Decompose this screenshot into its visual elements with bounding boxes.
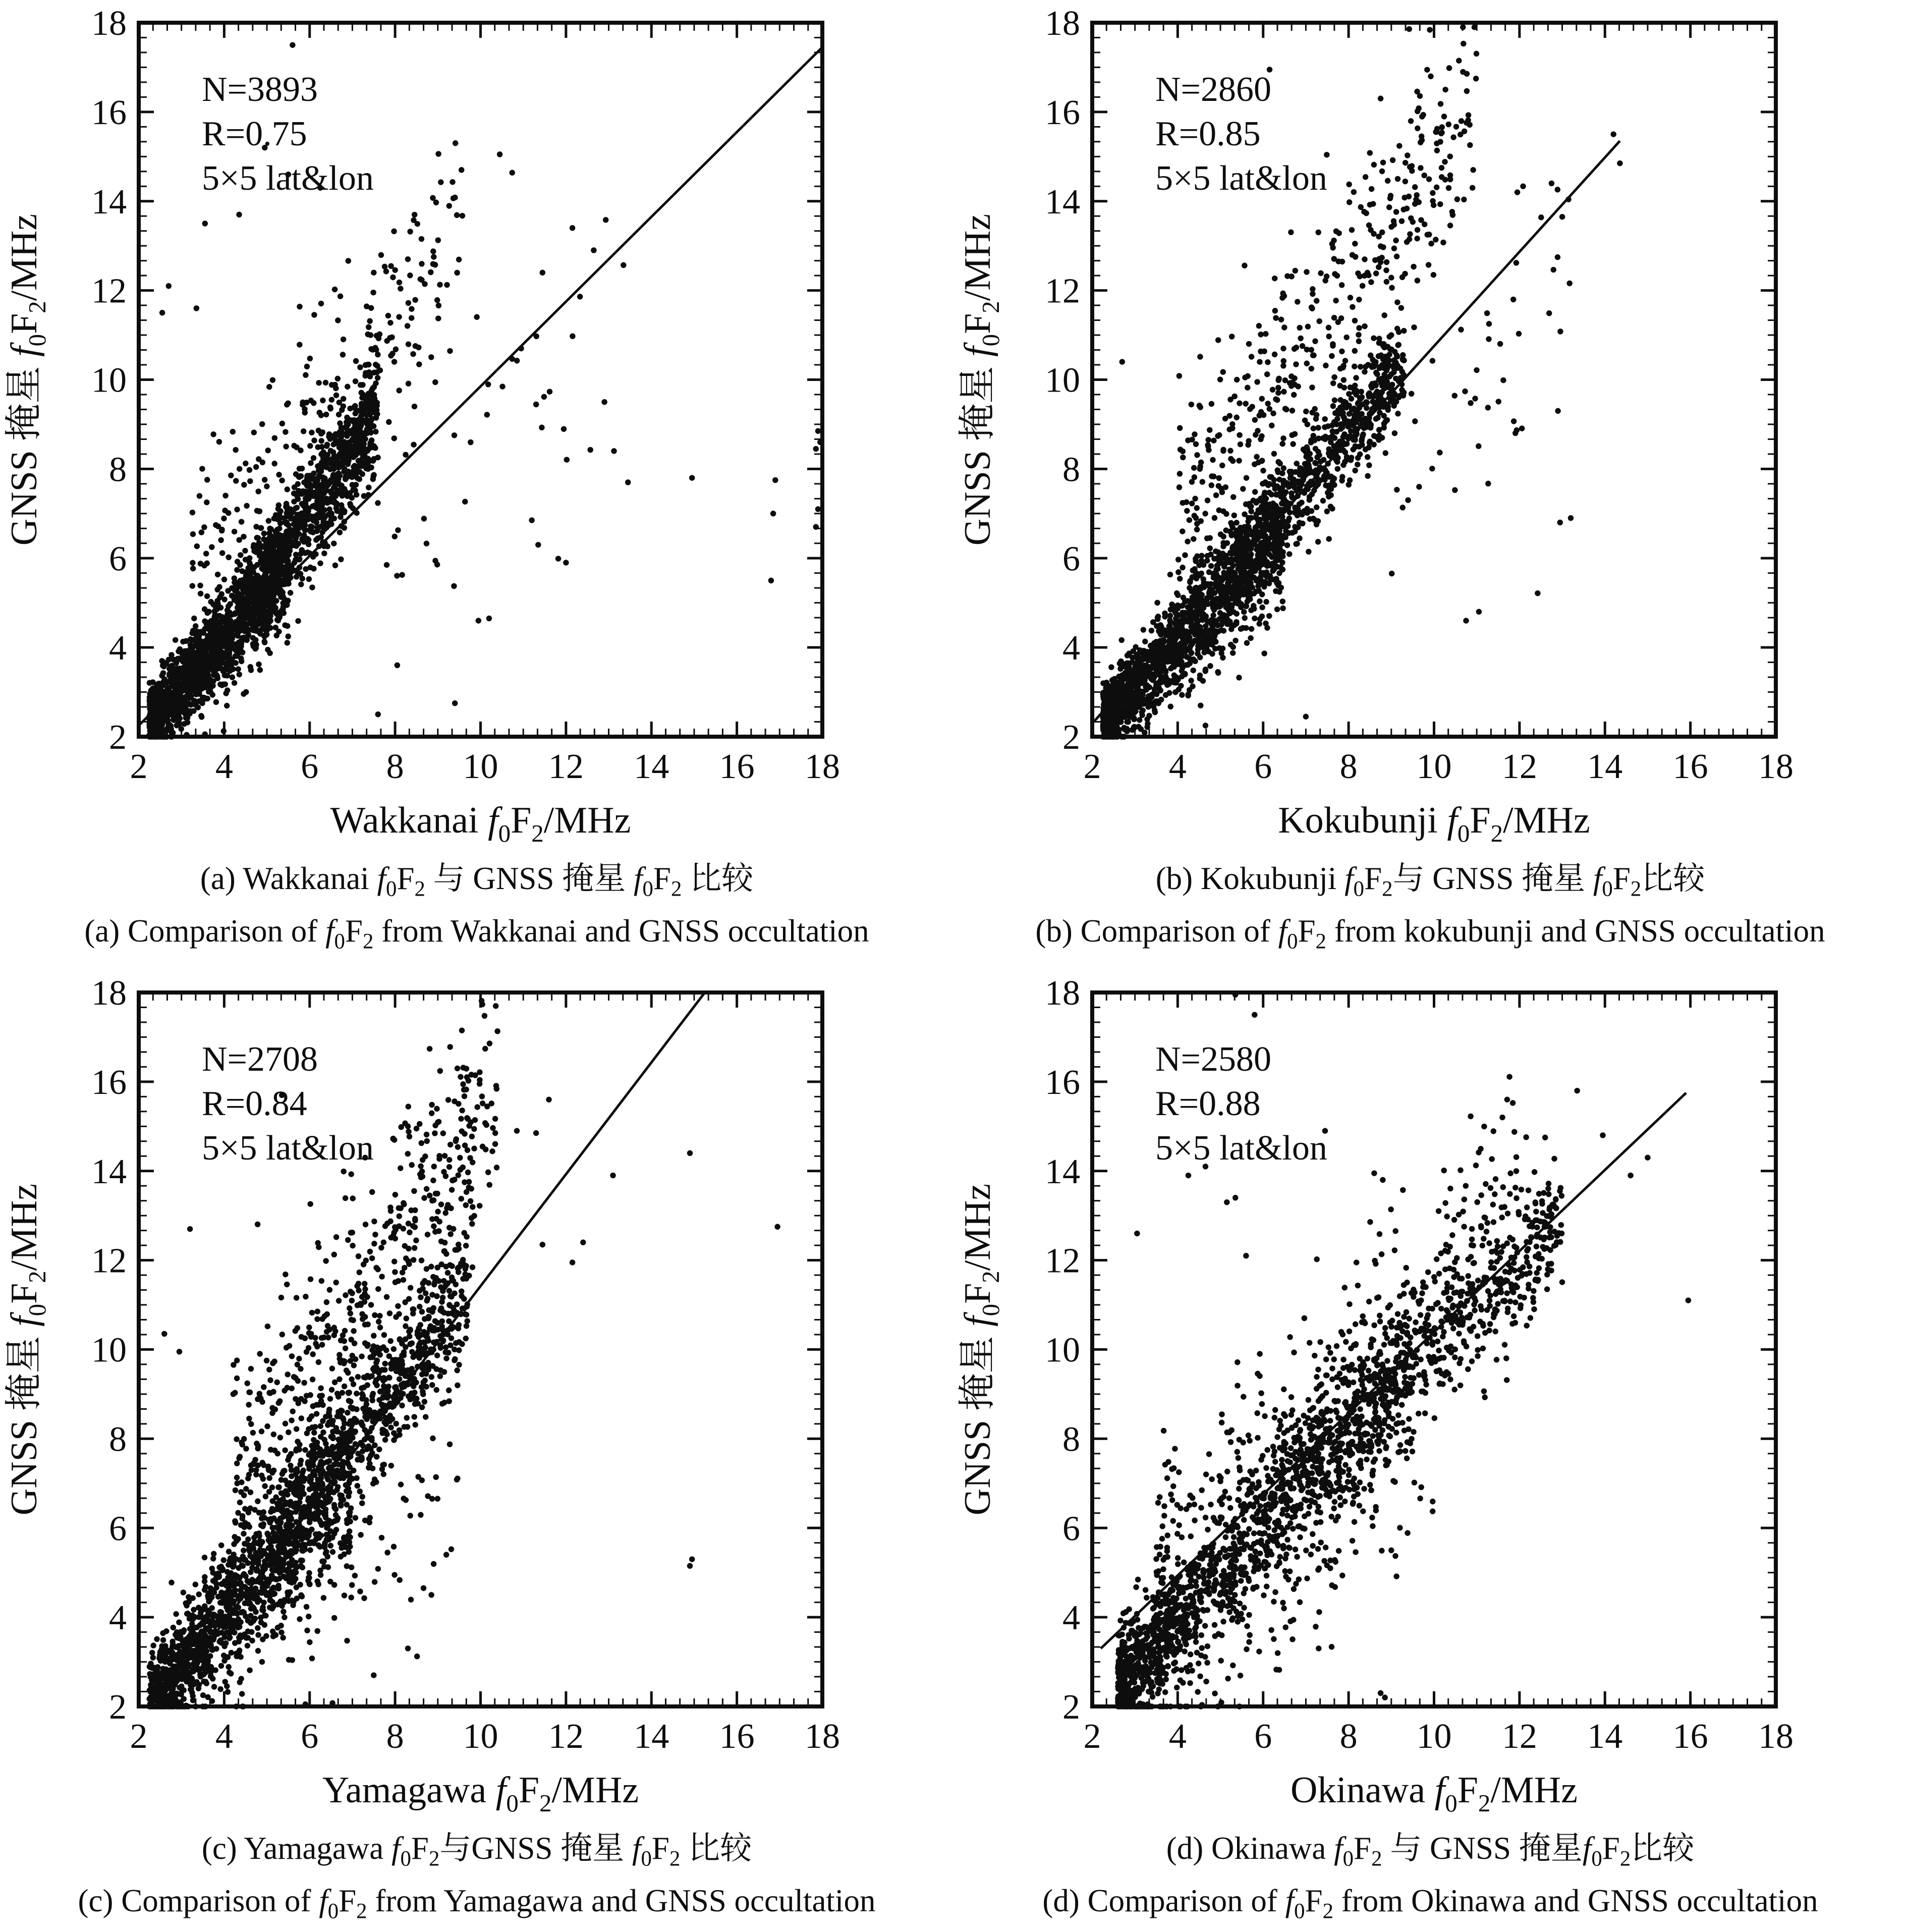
y-tick-label: 4 (1062, 1598, 1080, 1638)
caption-d-chinese: (d) Okinawa $f_0F_2$ 与 GNSS 掩星$f_0F_2$比较 (1166, 1831, 1695, 1871)
fit-line (1094, 141, 1620, 721)
caption-d (953, 1828, 1907, 1932)
y-tick-label: 6 (1062, 539, 1080, 579)
scatter-chart-yamagawa (0, 970, 953, 1828)
x-tick-label: 6 (1254, 747, 1272, 786)
y-tick-label: 16 (91, 1063, 127, 1102)
y-tick-label: 2 (109, 718, 127, 757)
stats-line: 5×5 lat&lon (1155, 1129, 1327, 1168)
y-tick-label: 2 (1062, 718, 1080, 757)
x-tick-label: 10 (1416, 747, 1452, 786)
caption-a-chinese: (a) Wakkanai $f_0F_2$ 与 GNSS 掩星 $f_0F_2$ 比较 (200, 861, 754, 901)
panel-c-yamagawa (0, 955, 953, 1923)
x-axis-label: Kokubunji $f_0F_2$/MHz (1278, 800, 1590, 847)
stats-line: R=0.75 (202, 115, 307, 153)
stats-line: 5×5 lat&lon (202, 159, 374, 198)
x-tick-label: 2 (1083, 1717, 1101, 1756)
y-tick-label: 8 (1062, 450, 1080, 489)
y-tick-label: 12 (91, 1241, 127, 1281)
caption-b-chinese: (b) Kokubunji $f_0F_2$与 GNSS 掩星 $f_0F_2$比较 (1155, 861, 1705, 901)
y-tick-label: 14 (1045, 1152, 1080, 1191)
x-tick-label: 6 (301, 747, 319, 786)
stats-line: R=0.85 (1155, 115, 1261, 153)
panel-d-okinawa (953, 955, 1907, 1923)
x-tick-label: 4 (215, 747, 233, 786)
y-tick-label: 8 (109, 1420, 127, 1459)
x-tick-label: 14 (1587, 747, 1623, 786)
x-tick-label: 14 (1587, 1717, 1623, 1756)
scatter-points (247, 336, 378, 664)
x-axis-label: Yamagawa $f_0F_2$/MHz (322, 1770, 639, 1817)
stats-annotation (202, 1040, 374, 1168)
caption-b-english: (b) Comparison of $f_0F_2$ from kokubunji and GNSS occultation (1035, 913, 1825, 954)
stats-line: R=0.88 (1155, 1084, 1261, 1123)
scatter-points (1179, 27, 1477, 605)
x-tick-label: 18 (1758, 747, 1793, 786)
x-tick-label: 8 (1339, 1717, 1358, 1756)
caption-c (0, 1828, 953, 1932)
y-tick-label: 8 (1062, 1420, 1080, 1459)
y-tick-label: 18 (1045, 974, 1080, 1013)
caption-c-english: (c) Comparison of $f_0F_2$ from Yamagawa and GNSS occultation (78, 1883, 876, 1923)
y-tick-label: 4 (109, 1598, 127, 1638)
caption-b (953, 858, 1907, 962)
y-tick-label: 6 (109, 539, 127, 579)
x-tick-label: 18 (805, 1717, 840, 1756)
x-tick-label: 4 (1168, 1717, 1187, 1756)
y-tick-label: 14 (91, 1152, 127, 1191)
x-tick-label: 14 (634, 747, 669, 786)
y-tick-label: 10 (91, 361, 127, 400)
scatter-chart-wakkanai (0, 0, 953, 858)
stats-line: N=3893 (202, 70, 318, 109)
scatter-chart-okinawa (953, 970, 1907, 1828)
y-tick-label: 12 (1045, 271, 1080, 311)
x-tick-label: 2 (130, 1717, 148, 1756)
x-tick-label: 4 (215, 1717, 233, 1756)
y-tick-label: 6 (1062, 1509, 1080, 1549)
stats-line: N=2580 (1155, 1040, 1272, 1079)
y-axis-label: GNSS 掩星 $f_0F_2$/MHz (957, 1183, 1004, 1516)
x-tick-label: 12 (1501, 1717, 1537, 1756)
y-tick-label: 16 (1045, 93, 1080, 132)
stats-line: 5×5 lat&lon (1155, 159, 1327, 198)
caption-a (0, 858, 953, 962)
caption-d-english: (d) Comparison of $f_0F_2$ from Okinawa and GNSS occultation (1042, 1883, 1818, 1923)
x-tick-label: 16 (1672, 747, 1708, 786)
stats-line: N=2860 (1155, 70, 1272, 109)
y-tick-label: 14 (1045, 182, 1080, 222)
y-axis-label: GNSS 掩星 $f_0F_2$/MHz (4, 213, 51, 546)
y-tick-label: 12 (1045, 1241, 1080, 1281)
x-tick-label: 12 (548, 747, 584, 786)
x-tick-label: 16 (719, 747, 755, 786)
x-tick-label: 2 (1083, 747, 1101, 786)
y-tick-label: 12 (91, 271, 127, 311)
stats-annotation (202, 70, 374, 198)
y-tick-label: 10 (1045, 361, 1080, 400)
x-tick-label: 14 (634, 1717, 669, 1756)
x-tick-label: 6 (1254, 1717, 1272, 1756)
y-tick-label: 16 (1045, 1063, 1080, 1102)
panel-a-wakkanai (0, 0, 953, 955)
scatter-points (1392, 186, 1570, 593)
caption-c-chinese: (c) Yamagawa $f_0F_2$与GNSS 掩星 $f_0F_2$ 比较 (201, 1831, 752, 1871)
x-tick-label: 6 (301, 1717, 319, 1756)
x-tick-label: 10 (463, 747, 498, 786)
y-tick-label: 2 (1062, 1688, 1080, 1727)
stats-line: 5×5 lat&lon (202, 1129, 374, 1168)
y-tick-label: 18 (1045, 4, 1080, 43)
scatter-points (322, 173, 624, 586)
x-tick-label: 2 (130, 747, 148, 786)
x-tick-label: 18 (805, 747, 840, 786)
stats-annotation (1155, 70, 1327, 198)
x-tick-label: 10 (463, 1717, 498, 1756)
x-tick-label: 18 (1758, 1717, 1793, 1756)
x-axis-label: Okinawa $f_0F_2$/MHz (1290, 1770, 1578, 1817)
x-tick-label: 16 (719, 1717, 755, 1756)
stats-annotation (1155, 1040, 1327, 1168)
stats-line: N=2708 (202, 1040, 318, 1079)
x-tick-label: 10 (1416, 1717, 1452, 1756)
y-tick-label: 18 (91, 974, 127, 1013)
y-tick-label: 4 (1062, 629, 1080, 668)
y-axis-label: GNSS 掩星 $f_0F_2$/MHz (4, 1183, 51, 1516)
x-tick-label: 12 (1501, 747, 1537, 786)
y-tick-label: 18 (91, 4, 127, 43)
y-tick-label: 10 (91, 1331, 127, 1370)
x-tick-label: 12 (548, 1717, 584, 1756)
panel-b-kokubunji (953, 0, 1907, 955)
stats-line: R=0.84 (202, 1084, 307, 1123)
x-tick-label: 8 (386, 747, 404, 786)
y-tick-label: 4 (109, 629, 127, 668)
scatter-chart-kokubunji (953, 0, 1907, 858)
y-tick-label: 14 (91, 182, 127, 222)
y-tick-label: 10 (1045, 1331, 1080, 1370)
x-tick-label: 8 (1339, 747, 1358, 786)
y-axis-label: GNSS 掩星 $f_0F_2$/MHz (957, 213, 1004, 546)
x-tick-label: 4 (1168, 747, 1187, 786)
y-tick-label: 6 (109, 1509, 127, 1549)
x-tick-label: 16 (1672, 1717, 1708, 1756)
y-tick-label: 16 (91, 93, 127, 132)
y-tick-label: 8 (109, 450, 127, 489)
x-axis-label: Wakkanai $f_0F_2$/MHz (330, 800, 631, 847)
y-tick-label: 2 (109, 1688, 127, 1727)
caption-a-english: (a) Comparison of $f_0F_2$ from Wakkanai and GNSS occultation (84, 913, 869, 954)
x-tick-label: 8 (386, 1717, 404, 1756)
